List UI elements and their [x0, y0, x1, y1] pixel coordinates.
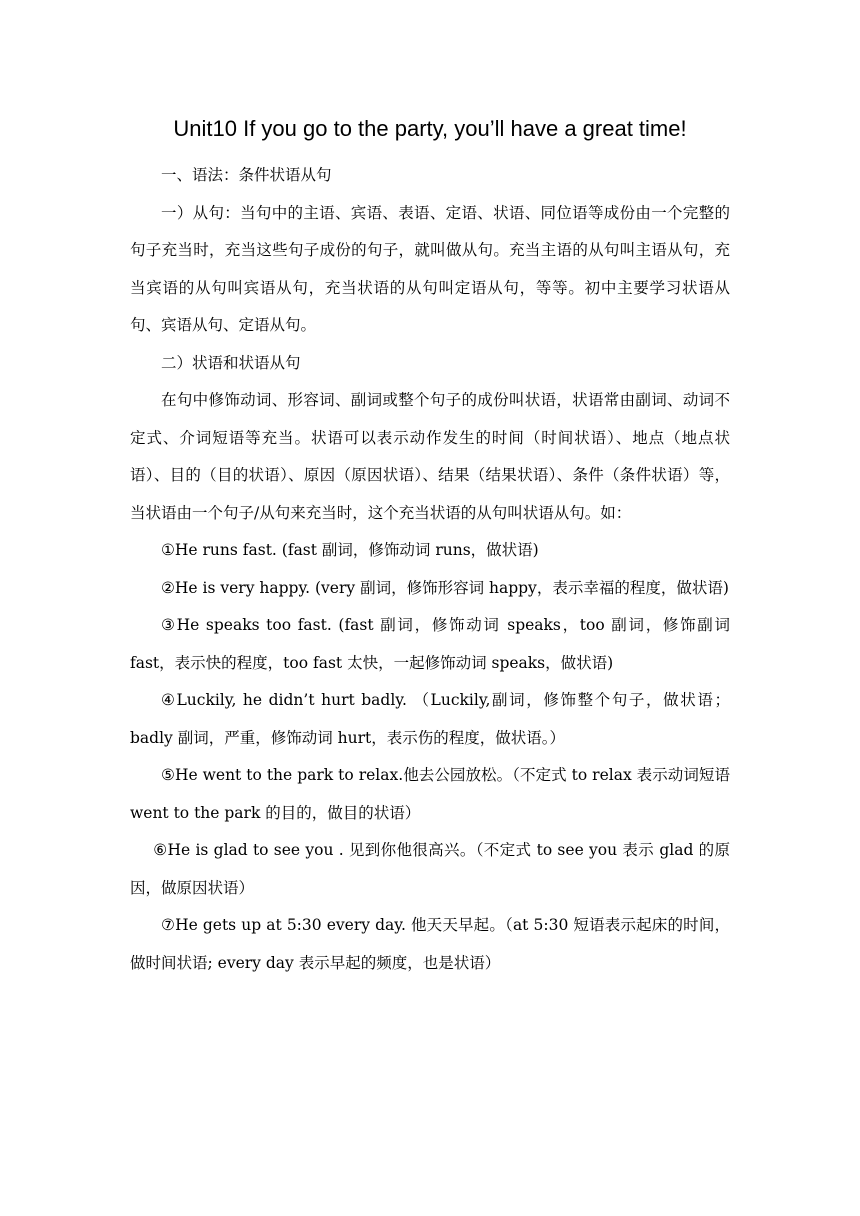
- example-1: ①He runs fast. (fast 副词，修饰动词 runs，做状语): [161, 541, 539, 559]
- document-title: Unit10 If you go to the party, you’ll have a great time!: [173, 116, 687, 141]
- example-2: ②He is very happy. (very 副词，修饰形容词 happy，表示幸福的程度，做状语): [161, 578, 729, 597]
- section-heading-adverbial: 二）状语和状语从句: [161, 353, 301, 372]
- paragraph-adverbial-definition: 在句中修饰动词、形容词、副词或整个句子的成份叫状语，状语常由副词、动词不定式、介词短语等充当。状语可以表示动作发生的时间（时间状语）、地点（地点状语）、目的（目的状语）、原因（原因状语）、结果（结果状语）、条件（条件状语）等，当状语由一个句子/从句来充当时，这个充当状语的从句叫状语从句。如：: [130, 391, 730, 522]
- example-7: ⑦He gets up at 5:30 every day. 他天天早起。（at 5:30 短语表示起床的时间，做时间状语; every day 表示早起的频度，也是状语）: [130, 916, 730, 972]
- example-6: ⑥He is glad to see you . 见到你他很高兴。（不定式 to see you 表示 glad 的原因，做原因状语）: [130, 841, 730, 897]
- example-4: ④Luckily, he didn’t hurt badly. （Luckily,副词，修饰整个句子，做状语；badly 副词，严重，修饰动词 hurt，表示伤的程度，做状语。）: [130, 691, 730, 747]
- example-3: ③He speaks too fast. (fast 副词，修饰动词 speaks，too 副词，修饰副词 fast，表示快的程度，too fast 太快，一起修饰动词 speaks，做状语): [130, 616, 730, 672]
- paragraph-clause-definition: 一）从句：当句中的主语、宾语、表语、定语、状语、同位语等成份由一个完整的句子充当时，充当这些句子成份的句子，就叫做从句。充当主语的从句叫主语从句，充当宾语的从句叫宾语从句，充当状语的从句叫定语从句，等等。初中主要学习状语从句、宾语从句、定语从句。: [130, 203, 730, 334]
- document-body: [130, 157, 730, 982]
- section-heading-grammar: 一、语法：条件状语从句: [161, 166, 332, 184]
- example-5: ⑤He went to the park to relax.他去公园放松。（不定式 to relax 表示动词短语 went to the park 的目的，做目的状语）: [130, 766, 730, 822]
